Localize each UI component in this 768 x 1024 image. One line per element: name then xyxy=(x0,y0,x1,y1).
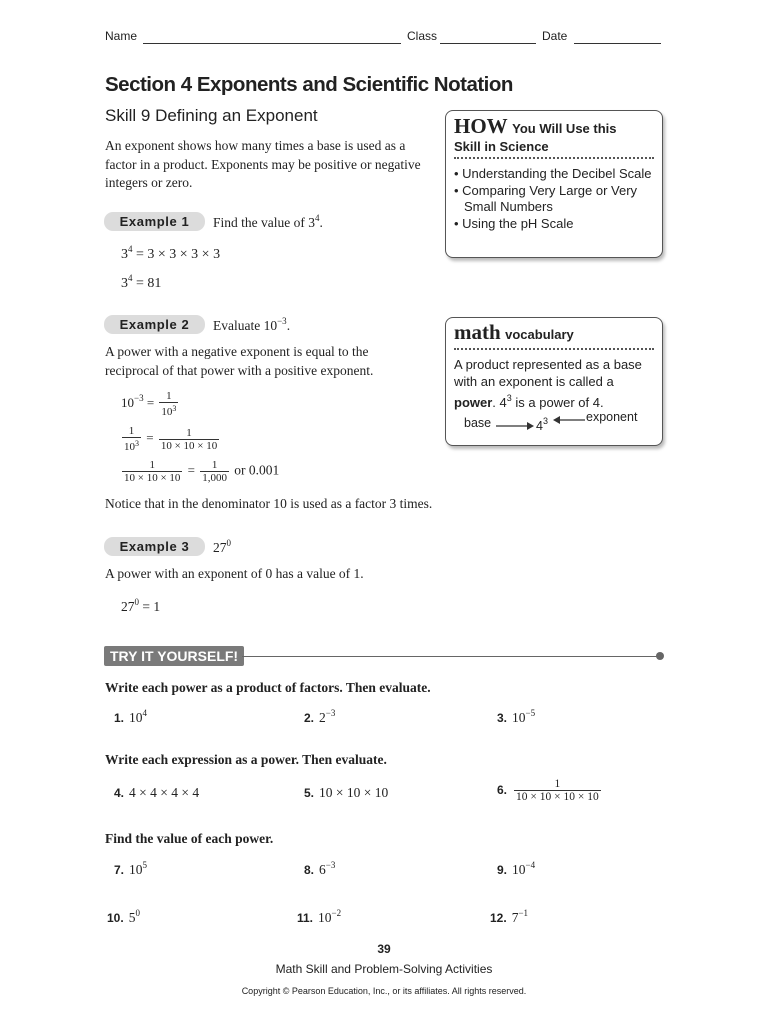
example-2-explanation: A power with a negative exponent is equal to the reciprocal of that power with a positive exponent. xyxy=(105,344,374,378)
name-line xyxy=(143,43,401,44)
class-line xyxy=(440,43,536,44)
vocab-box-divider xyxy=(454,348,654,350)
page-number: 39 xyxy=(377,942,391,956)
intro-text: An exponent shows how many times a base is used as a factor in a product. Exponents may be positive or negative integers or zero. xyxy=(105,138,421,190)
try-it-yourself-label: TRY IT YOURSELF! xyxy=(104,646,244,666)
list-item: • Comparing Very Large or Very Small Numbers xyxy=(454,182,638,214)
vocab-exponent-label: exponent xyxy=(586,410,638,424)
problem-9: 9. $10^{-4}$ xyxy=(497,860,536,877)
example-1-line-1: $3^4 = 3 \times 3 \times 3 \times 3$ xyxy=(121,244,221,262)
vocab-power-example: $4^3$ xyxy=(536,416,548,433)
how-box-title: HOW You Will Use this xyxy=(454,114,617,138)
how-you-will-use-box xyxy=(445,110,663,258)
example-3-line: $27^0 = 1$ xyxy=(121,597,161,614)
example-1-prompt: Find the value of $3^4$. xyxy=(213,213,323,230)
example-2-label: Example 2 xyxy=(104,315,205,334)
example-3-label: Example 3 xyxy=(104,537,205,556)
copyright: Copyright © Pearson Education, Inc., or its affiliates. All rights reserved. xyxy=(241,986,527,996)
problem-7: 7. $10^5$ xyxy=(114,860,148,877)
math-vocabulary-box xyxy=(445,317,663,446)
how-box-list xyxy=(454,166,654,232)
problem-10: 10. $5^0$ xyxy=(107,908,140,925)
how-box-divider xyxy=(454,157,654,159)
problem-6: 6. $\frac{1}{10 \times 10 \times 10 \times 10}$ xyxy=(497,778,599,803)
try-it-yourself-bar xyxy=(104,646,664,668)
vocab-box-title: math vocabulary xyxy=(454,320,574,344)
example-1-label: Example 1 xyxy=(104,212,205,231)
example-3-explanation: A power with an exponent of 0 has a value of 1. xyxy=(105,566,364,581)
problem-4: 4. 4 × 4 × 4 × 4 xyxy=(114,785,200,800)
name-label: Name xyxy=(105,29,138,43)
try-divider-dot xyxy=(656,652,664,660)
vocab-base-label: base xyxy=(464,416,492,430)
class-label: Class xyxy=(407,29,438,43)
problem-5: 5. 10 × 10 × 10 xyxy=(304,785,389,800)
problem-3: 3. $10^{-5}$ xyxy=(497,708,536,725)
example-1-line-2: $3^4 = 81$ xyxy=(121,273,162,291)
problem-11: 11. $10^{-2}$ xyxy=(297,908,342,925)
example-2-step-2: $\frac{1}{10^3}$ = $\frac{1}{10 \times 10 \times 10}$ xyxy=(124,425,218,453)
vocab-definition: A product represented as a base with an exponent is called a power. $4^3$ is a power of 4. xyxy=(454,357,642,410)
list-item: • Understanding the Decibel Scale xyxy=(454,166,652,181)
example-2-notice: Notice that in the denominator 10 is used as a factor 3 times. xyxy=(105,496,433,511)
problem-2: 2. $2^{-3}$ xyxy=(304,708,336,725)
example-2-step-3: $\frac{1}{10 \times 10 \times 10}$ = $\frac{1}{1,000}$ or 0.001 xyxy=(124,459,280,484)
arrow-left-icon xyxy=(553,415,585,425)
problem-12: 12. $7^{-1}$ xyxy=(490,908,529,925)
instruction-2: Write each expression as a power. Then evaluate. xyxy=(105,752,387,767)
instruction-3: Find the value of each power. xyxy=(105,831,274,846)
book-title: Math Skill and Problem-Solving Activities xyxy=(275,962,493,976)
section-title: Section 4 Exponents and Scientific Notation xyxy=(105,73,513,96)
example-3-prompt: $27^0$ xyxy=(213,538,231,555)
example-2-step-1: $10^{-3}$ = $\frac{1}{10^3}$ xyxy=(121,390,177,418)
date-label: Date xyxy=(542,29,568,43)
skill-title: Skill 9 Defining an Exponent xyxy=(105,106,318,125)
problem-1: 1. $10^4$ xyxy=(114,708,148,725)
example-2-prompt: Evaluate $10^{-3}$. xyxy=(213,316,291,333)
date-line xyxy=(574,43,661,44)
problem-8: 8. $6^{-3}$ xyxy=(304,860,336,877)
arrow-right-icon xyxy=(496,421,534,431)
try-divider-line xyxy=(242,656,660,657)
how-box-subtitle: Skill in Science xyxy=(454,139,549,154)
list-item: • Using the pH Scale xyxy=(454,215,574,231)
instruction-1: Write each power as a product of factors. Then evaluate. xyxy=(105,680,431,695)
